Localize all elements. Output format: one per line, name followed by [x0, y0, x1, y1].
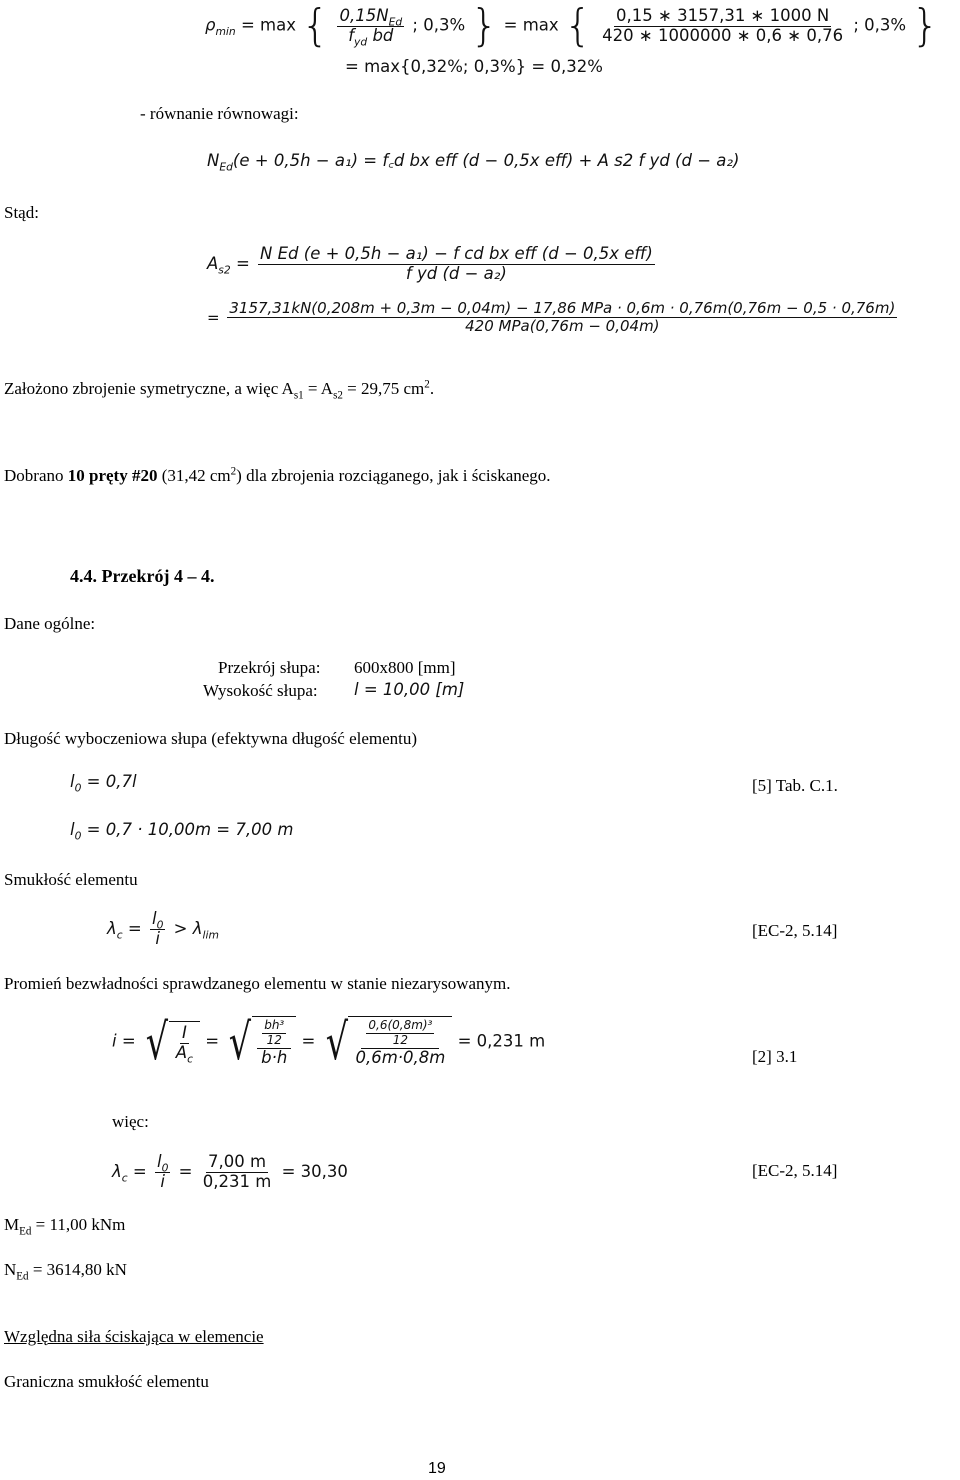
lambda-reference: [EC-2, 5.14] [752, 921, 838, 940]
l0-reference: [5] Tab. C.1. [752, 776, 838, 795]
lambda-calculation: $\lambda_c$ = $\frac{l_0}{i}$ = $\frac{7,00 m}{0,231 m}$ = 30,30 [112, 1152, 348, 1191]
lambda-formula: $\lambda_c$ = $\frac{l_0}{i}$ > $\lambda_{lim}$ [107, 909, 219, 948]
wiec-label: więc: [112, 1112, 149, 1131]
axial-force-value: $N_{Ed} = 3614,80$ kN [4, 1260, 127, 1283]
column-section-label: Przekrój słupa: [218, 658, 321, 677]
as2-formula: $A_{s2}$ = $\frac{\text{N Ed (e + 0,5h − a₁) − f cd bx eff (d − 0,5x eff)}}{\text{f yd (d − a₂)}}$ [207, 244, 653, 283]
radius-label: Promień bezwładności sprawdzanego elementu w stanie niezarysowanym. [4, 974, 511, 993]
l0-formula: $l_0 = 0,7l$ [70, 772, 137, 795]
chosen-reinforcement: Dobrano 10 pręty #20 (31,42 $cm^2$) dla zbrojenia rozciąganego, jak i ściskanego. [4, 465, 551, 485]
lambda-calc-reference: [EC-2, 5.14] [752, 1161, 838, 1180]
moment-value: $M_{Ed} = 11,00$ kNm [4, 1215, 126, 1238]
general-data-label: Dane ogólne: [4, 614, 96, 633]
slenderness-label: Smukłość elementu [4, 870, 138, 889]
as2-numeric: = 3157,31kN(0,208m + 0,3m − 0,04m) − 17,86 MPa · 0,6m · 0,76m(0,76m − 0,5 · 0,76m) 420 MPa(0,76m − 0,04m) [207, 299, 896, 336]
radius-formula: i = √ $\frac{I}{A_c}$ = √ $\frac{\frac{\text{bh³}}{12}}{b\cdot h}$ = √ $\frac{\frac{\text{0,6(0,8m)³}}{12}}{0,6m\cdot 0,8m}$ = 0,231 m [112, 1012, 546, 1071]
equilibrium-formula: $N_{Ed}(e + 0,5h - a_1)$ = f꜀d bx eff (d − 0,5x eff) + A s2 f yd (d − a₂) [207, 151, 740, 174]
column-height-value: l = 10,00 [m] [354, 680, 465, 699]
l0-calculation: $l_0 = 0,7 \cdot 10,00m = 7,00$ m [70, 820, 294, 843]
relative-force-heading: Względna siła ściskająca w elemencie [4, 1327, 264, 1346]
section-heading: 4.4. Przekrój 4 – 4. [70, 566, 215, 586]
rho-min-formula: $\rho_{min} = \max$ { $\frac{0,15N_{Ed}}{f_{yd} bd}$ ; 0,3% } = max { $\frac{0,15 ∗ 3157,31 ∗ 1000 N}{420 ∗ 1000000 ∗ 0,6 ∗ 0,76}$ ; 0,3% } [205, 0, 940, 51]
stad-label: Stąd: [4, 203, 39, 222]
buckling-length-label: Długość wyboczeniowa słupa (efektywna długość elementu) [4, 729, 418, 748]
rho-min-result: = max{0,32%; 0,3%} = 0,32% [345, 57, 603, 76]
equilibrium-label: - równanie równowagi: [140, 104, 299, 123]
assumed-reinforcement: Założono zbrojenie symetryczne, a więc $A_{s1} = A_{s2} = 29,75$ $cm^2$. [4, 378, 435, 402]
radius-reference: [2] 3.1 [752, 1047, 798, 1066]
page-number: 19 [428, 1460, 446, 1477]
limit-slenderness-heading: Graniczna smukłość elementu [4, 1372, 209, 1391]
column-section-value: 600x800 [mm] [354, 658, 456, 677]
column-height-label: Wysokość słupa: [203, 681, 318, 700]
